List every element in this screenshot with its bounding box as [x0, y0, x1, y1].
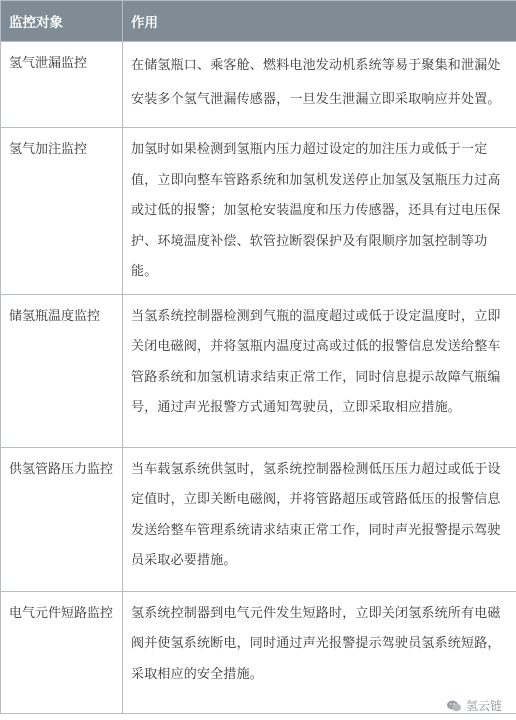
row-object-hydrogen-refuel: 氢气加注监控 — [1, 128, 123, 295]
row-function-hydrogen-refuel: 加氢时如果检测到氢瓶内压力超过设定的加注压力或低于一定值，立即向整车管路系统和加氢机发送停止加氢及氢瓶压力过高或过低的报警；加氢枪安装温度和压力传感器，还具有过电压保护、环境温度补偿、软管拉断裂保护及有限顺序加氢控制等功能。 — [123, 128, 516, 295]
row-function-tank-temperature: 当氢系统控制器检测到气瓶的温度超过或低于设定温度时，立即关闭电磁阀，并将氢瓶内温度过高或过低的报警信息发送给整车管路系统和加氢机请求结束正常工作，同时信息提示故障气瓶编号，通过声光报警方式通知驾驶员，立即采取相应措施。 — [123, 294, 516, 447]
row-object-pipeline-pressure: 供氢管路压力监控 — [1, 447, 123, 591]
watermark — [446, 697, 502, 714]
header-function: 作用 — [123, 1, 516, 42]
header-monitoring-object: 监控对象 — [1, 1, 123, 42]
row-function-hydrogen-leak: 在储氢瓶口、乘客舱、燃料电池发动机系统等易于聚集和泄漏处安装多个氢气泄漏传感器，一旦发生泄漏立即采取响应并处置。 — [123, 42, 516, 128]
table-row — [1, 447, 516, 591]
table-header-row — [1, 1, 516, 42]
row-object-hydrogen-leak: 氢气泄漏监控 — [1, 42, 123, 128]
row-object-short-circuit: 电气元件短路监控 — [1, 591, 123, 713]
table-row — [1, 128, 516, 295]
table-row — [1, 42, 516, 128]
row-object-tank-temperature: 储氢瓶温度监控 — [1, 294, 123, 447]
table-row — [1, 591, 516, 713]
watermark-text: 氢云链 — [465, 699, 502, 713]
table-row — [1, 294, 516, 447]
wechat-icon — [446, 698, 462, 714]
row-function-pipeline-pressure: 当车载氢系统供氢时，氢系统控制器检测低压压力超过或低于设定值时，立即关断电磁阀，并将管路超压或管路低压的报警信息发送给整车管理系统请求结束正常工作，同时声光报警提示驾驶员采取必要措施。 — [123, 447, 516, 591]
row-function-short-circuit: 氢系统控制器到电气元件发生短路时，立即关闭氢系统所有电磁阀并使氢系统断电，同时通过声光报警提示驾驶员氢系统短路，采取相应的安全措施。 — [123, 591, 516, 713]
